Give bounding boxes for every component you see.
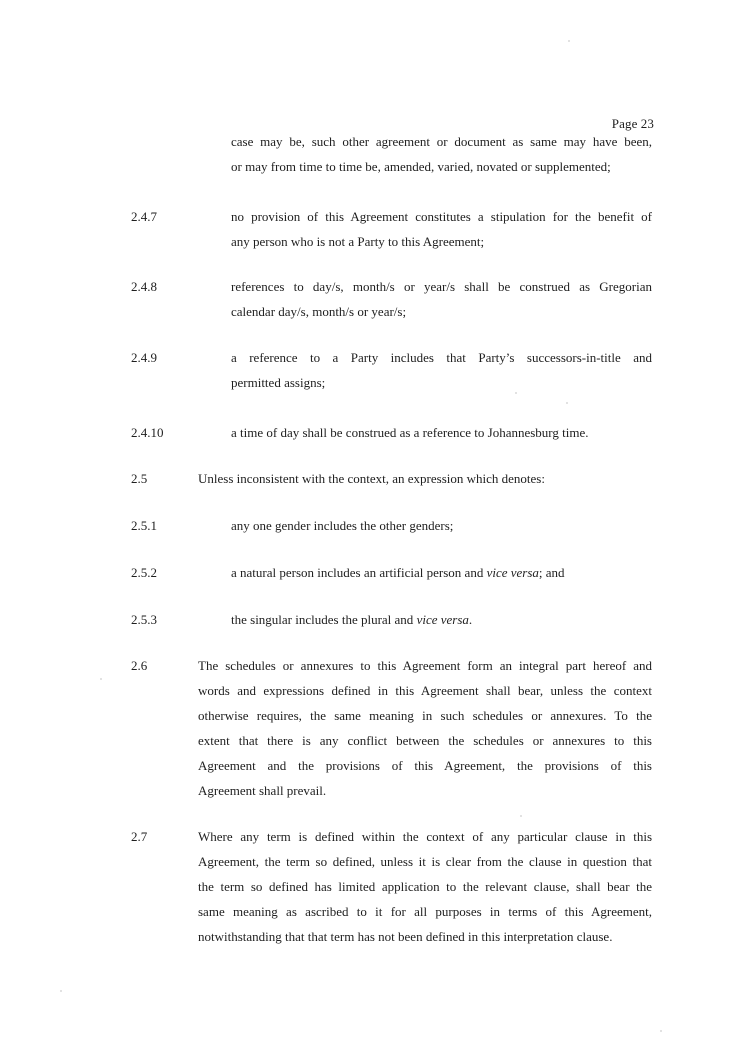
clause-number: 2.4.9 — [131, 350, 157, 365]
text-line: same meaning as ascribed to it for all purposes in terms of this Agreement, — [198, 904, 652, 919]
clause-number: 2.5.2 — [131, 565, 157, 580]
clause-text — [231, 560, 652, 585]
text-line — [231, 560, 652, 585]
clause-number: 2.5 — [131, 471, 148, 486]
clause-text — [231, 607, 652, 632]
italic-term: vice versa — [486, 565, 539, 580]
text-line: or may from time to time be, amended, varied, novated or supplemented; — [231, 159, 611, 174]
clause-text — [198, 466, 652, 491]
clause-text — [198, 653, 652, 803]
clause-text — [231, 513, 652, 538]
clause-number: 2.7 — [131, 829, 148, 844]
italic-term: vice versa — [416, 612, 469, 627]
text-line: references to day/s, month/s or year/s shall be construed as Gregorian — [231, 279, 652, 294]
text-line: The schedules or annexures to this Agreement form an integral part hereof and — [198, 658, 652, 673]
clause-text — [231, 204, 652, 254]
clause-number: 2.5.3 — [131, 612, 157, 627]
text-line: Unless inconsistent with the context, an expression which denotes: — [198, 471, 545, 486]
clause-number: 2.4.8 — [131, 279, 157, 294]
clause-text — [231, 274, 652, 324]
scan-speck — [566, 402, 568, 404]
text-line: otherwise requires, the same meaning in such schedules or annexures. To the — [198, 708, 652, 723]
text-line: case may be, such other agreement or document as same may have been, — [231, 134, 652, 149]
clause-text — [231, 345, 652, 395]
text-line: any person who is not a Party to this Agreement; — [231, 234, 485, 249]
text-line: notwithstanding that that term has not been defined in this interpretation clause. — [198, 929, 613, 944]
scan-speck — [60, 990, 62, 992]
clause-number: 2.4.7 — [131, 209, 157, 224]
clause-number: 2.6 — [131, 658, 148, 673]
text-line: Agreement shall prevail. — [198, 783, 327, 798]
text-line — [231, 607, 652, 632]
scan-speck — [520, 815, 522, 817]
clause-number: 2.5.1 — [131, 518, 157, 533]
text-run: a natural person includes an artificial person and — [231, 565, 487, 580]
text-line: a time of day shall be construed as a reference to Johannesburg time. — [231, 425, 589, 440]
paragraph-text — [231, 129, 652, 179]
text-line: a reference to a Party includes that Party’s successors-in-title and — [231, 350, 652, 365]
clause-number: 2.4.10 — [131, 425, 164, 440]
text-line: the term so defined has limited application to the relevant clause, shall bear the — [198, 879, 652, 894]
text-line: calendar day/s, month/s or year/s; — [231, 304, 407, 319]
text-run: . — [468, 612, 473, 627]
scan-speck — [568, 40, 570, 42]
text-line: Where any term is defined within the context of any particular clause in this — [198, 829, 652, 844]
text-line: words and expressions defined in this Agreement shall bear, unless the context — [198, 683, 652, 698]
clause-text — [231, 420, 652, 445]
text-line: Agreement and the provisions of this Agreement, the provisions of this — [198, 758, 652, 773]
page-number: Page 23 — [611, 116, 654, 131]
text-line: permitted assigns; — [231, 375, 326, 390]
text-line: extent that there is any conflict between the schedules or annexures to this — [198, 733, 652, 748]
scan-speck — [660, 1030, 662, 1032]
text-line: Agreement, the term so defined, unless it is clear from the clause in question that — [198, 854, 652, 869]
text-line: no provision of this Agreement constitutes a stipulation for the benefit of — [231, 209, 652, 224]
scan-speck — [100, 678, 102, 680]
text-run: the singular includes the plural and — [231, 612, 417, 627]
text-run: ; and — [538, 565, 565, 580]
clause-text — [198, 824, 652, 949]
text-line: any one gender includes the other genders; — [231, 518, 454, 533]
scan-speck — [515, 392, 517, 394]
